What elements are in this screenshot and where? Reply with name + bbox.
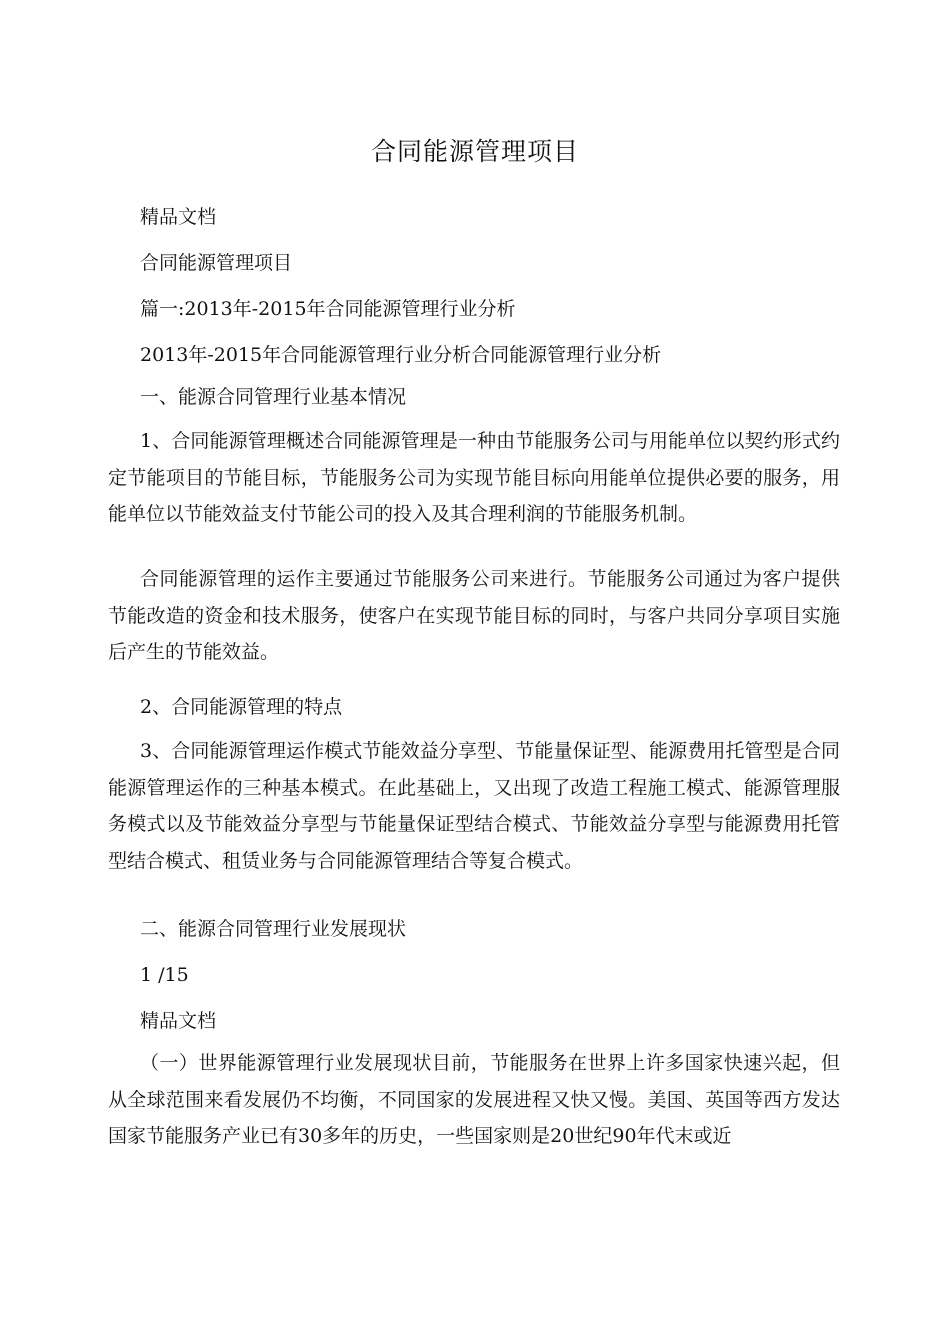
list-item: 2、合同能源管理的特点 xyxy=(140,696,343,718)
paragraph: 合同能源管理的运作主要通过节能服务公司来进行。节能服务公司通过为客户提供节能改造的资金和技术服务，使客户在实现节能目标的同时，与客户共同分享项目实施后产生的节能效益。 xyxy=(108,568,840,663)
paragraph: 3、合同能源管理运作模式节能效益分享型、节能量保证型、能源费用托管型是合同能源管理运作的三种基本模式。在此基础上，又出现了改造工程施工模式、能源管理服务模式以及节能效益分享型与节能量保证型结合模式、节能效益分享型与能源费用托管型结合模式、租赁业务与合同能源管理结合等复合模式。 xyxy=(108,740,840,872)
document-title: 合同能源管理项目 xyxy=(370,137,579,166)
document-subtitle: 合同能源管理项目 xyxy=(140,252,293,274)
paragraph: 1、合同能源管理概述合同能源管理是一种由节能服务公司与用能单位以契约形式约定节能项目的节能目标，节能服务公司为实现节能目标向用能单位提供必要的服务，用能单位以节能效益支付节能公司的投入及其合理利润的节能服务机制。 xyxy=(108,430,840,525)
chapter-heading: 篇一:2013年-2015年合同能源管理行业分析 xyxy=(140,298,516,320)
header-label: 精品文档 xyxy=(140,1010,217,1032)
section-heading: 二、能源合同管理行业发展现状 xyxy=(140,918,407,940)
page-number: 1 /15 xyxy=(140,964,189,986)
header-label: 精品文档 xyxy=(140,206,217,228)
chapter-subheading: 2013年-2015年合同能源管理行业分析合同能源管理行业分析 xyxy=(140,344,662,366)
paragraph: （一）世界能源管理行业发展现状目前，节能服务在世界上许多国家快速兴起，但从全球范围来看发展仍不均衡，不同国家的发展进程又快又慢。美国、英国等西方发达国家节能服务产业已有30多年的历史，一些国家则是20世纪90年代末或近 xyxy=(108,1052,840,1147)
section-heading: 一、能源合同管理行业基本情况 xyxy=(140,386,407,408)
